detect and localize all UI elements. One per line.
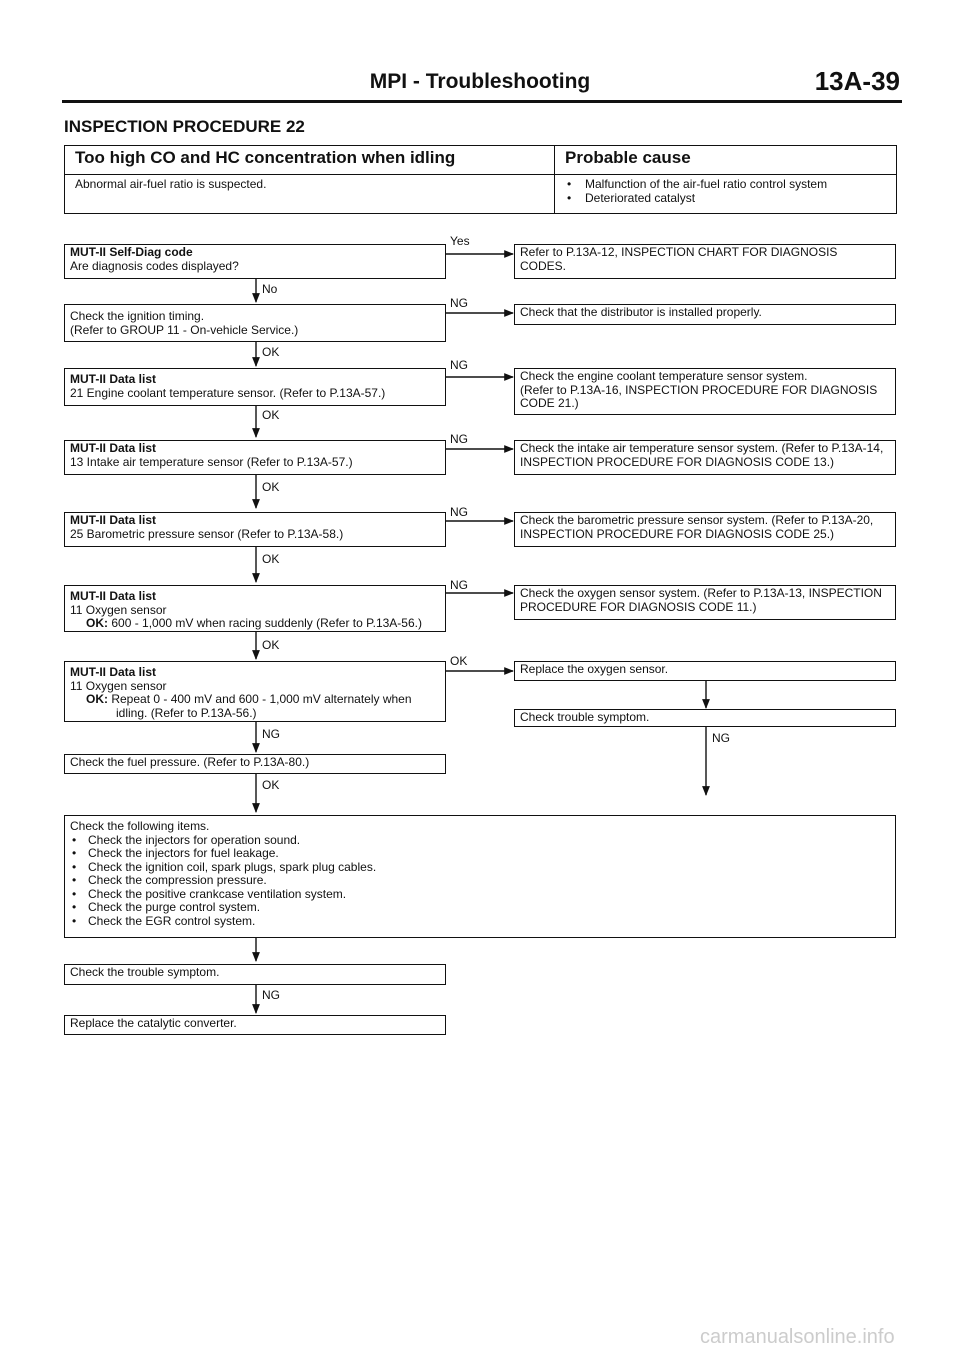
result-intake-air-sensor-system: Check the intake air temperature sensor system. (Refer to P.13A-14, INSPECTION PROCEDURE FOR DIAGNOSIS CODE 13.) bbox=[514, 440, 896, 475]
check-item: • Check the injectors for fuel leakage. bbox=[72, 846, 279, 860]
cause-item: • Deteriorated catalyst bbox=[567, 191, 696, 205]
result-replace-oxygen-sensor: Replace the oxygen sensor. bbox=[514, 661, 896, 681]
step-check-following-items: Check the following items. • Check the injectors for operation sound. • Check the injectors for fuel leakage. • Check the ignition coil, spark plugs, spark plug cables. • Check the compression pressure. • Check the positive crankcase ventilation system. • Check the purge control system. • Check the EGR control system. bbox=[64, 815, 896, 938]
label-ok: OK bbox=[262, 778, 280, 792]
step-ignition-timing: Check the ignition timing. (Refer to GROUP 11 - On-vehicle Service.) bbox=[64, 304, 446, 342]
result-check-trouble-symptom: Check trouble symptom. bbox=[514, 709, 896, 727]
result-oxygen-sensor-system: Check the oxygen sensor system. (Refer to P.13A-13, INSPECTION PROCEDURE FOR DIAGNOSIS CODE 11.) bbox=[514, 585, 896, 620]
bullet-icon: • bbox=[72, 900, 77, 914]
label-ok: OK bbox=[262, 345, 280, 359]
result-coolant-sensor-system: Check the engine coolant temperature sensor system. (Refer to P.13A-16, INSPECTION PROCEDURE FOR DIAGNOSIS CODE 21.) bbox=[514, 368, 896, 415]
bullet-icon: • bbox=[72, 873, 77, 887]
label-ok: OK bbox=[262, 638, 280, 652]
label-ok: OK bbox=[262, 408, 280, 422]
label-no: No bbox=[262, 282, 278, 296]
step-barometric-pressure-sensor: MUT-II Data list 25 Barometric pressure sensor (Refer to P.13A-58.) bbox=[64, 512, 446, 547]
label-ok: OK bbox=[450, 654, 468, 668]
result-barometric-sensor-system: Check the barometric pressure sensor system. (Refer to P.13A-20, INSPECTION PROCEDURE FOR DIAGNOSIS CODE 25.) bbox=[514, 512, 896, 547]
step-oxygen-sensor-idling: MUT-II Data list 11 Oxygen sensor OK: Repeat 0 - 400 mV and 600 - 1,000 mV alternately when idling. (Refer to P.13A-56.) bbox=[64, 661, 446, 722]
result-distributor: Check that the distributor is installed properly. bbox=[514, 304, 896, 325]
bullet-icon: • bbox=[567, 191, 572, 205]
page-number: 13A-39 bbox=[814, 66, 900, 96]
bullet-icon: • bbox=[72, 913, 77, 928]
label-ok: OK bbox=[262, 480, 280, 494]
step-replace-catalytic-converter: Replace the catalytic converter. bbox=[64, 1015, 446, 1035]
label-ng: NG bbox=[712, 731, 730, 745]
step-intake-air-temp-sensor: MUT-II Data list 13 Intake air temperature sensor (Refer to P.13A-57.) bbox=[64, 440, 446, 475]
label-ng: NG bbox=[450, 505, 468, 519]
label-ng: NG bbox=[450, 296, 468, 310]
label-ng: NG bbox=[262, 727, 280, 741]
bullet-icon: • bbox=[72, 846, 77, 860]
check-item: • Check the EGR control system. bbox=[72, 913, 256, 928]
label-ng: NG bbox=[450, 358, 468, 372]
symptom-description: Abnormal air-fuel ratio is suspected. bbox=[65, 175, 555, 214]
check-item: • Check the compression pressure. bbox=[72, 873, 267, 887]
label-ng: NG bbox=[450, 578, 468, 592]
step-check-trouble-symptom: Check the trouble symptom. bbox=[64, 964, 446, 985]
label-ng: NG bbox=[262, 988, 280, 1002]
step-fuel-pressure: Check the fuel pressure. (Refer to P.13A-80.) bbox=[64, 754, 446, 774]
check-item: • Check the injectors for operation sound. bbox=[72, 832, 301, 847]
cause-item: • Malfunction of the air-fuel ratio control system bbox=[567, 177, 828, 191]
label-ng: NG bbox=[450, 432, 468, 446]
result-inspection-chart: Refer to P.13A-12, INSPECTION CHART FOR DIAGNOSIS CODES. bbox=[514, 244, 896, 279]
label-ok: OK bbox=[262, 552, 280, 566]
bullet-icon: • bbox=[72, 859, 77, 874]
bullet-icon: • bbox=[72, 886, 77, 901]
step-oxygen-sensor-racing: MUT-II Data list 11 Oxygen sensor OK: 600 - 1,000 mV when racing suddenly (Refer to P.13A-56.) bbox=[64, 585, 446, 632]
check-item: • Check the ignition coil, spark plugs, spark plug cables. bbox=[72, 859, 377, 874]
symptom-header: Too high CO and HC concentration when idling bbox=[65, 146, 555, 175]
procedure-title: INSPECTION PROCEDURE 22 bbox=[64, 117, 305, 136]
label-yes: Yes bbox=[450, 234, 470, 248]
check-item: • Check the purge control system. bbox=[72, 900, 261, 914]
check-item: • Check the positive crankcase ventilation system. bbox=[72, 886, 347, 901]
bullet-icon: • bbox=[72, 832, 77, 847]
probable-cause-header: Probable cause bbox=[555, 146, 897, 175]
step-coolant-temp-sensor: MUT-II Data list 21 Engine coolant temperature sensor. (Refer to P.13A-57.) bbox=[64, 368, 446, 406]
bullet-icon: • bbox=[567, 177, 572, 191]
section-title: MPI - Troubleshooting bbox=[369, 70, 591, 93]
watermark: carmanualsonline.info bbox=[700, 1326, 895, 1348]
step-self-diag-code: MUT-II Self-Diag code Are diagnosis codes displayed? bbox=[64, 244, 446, 279]
